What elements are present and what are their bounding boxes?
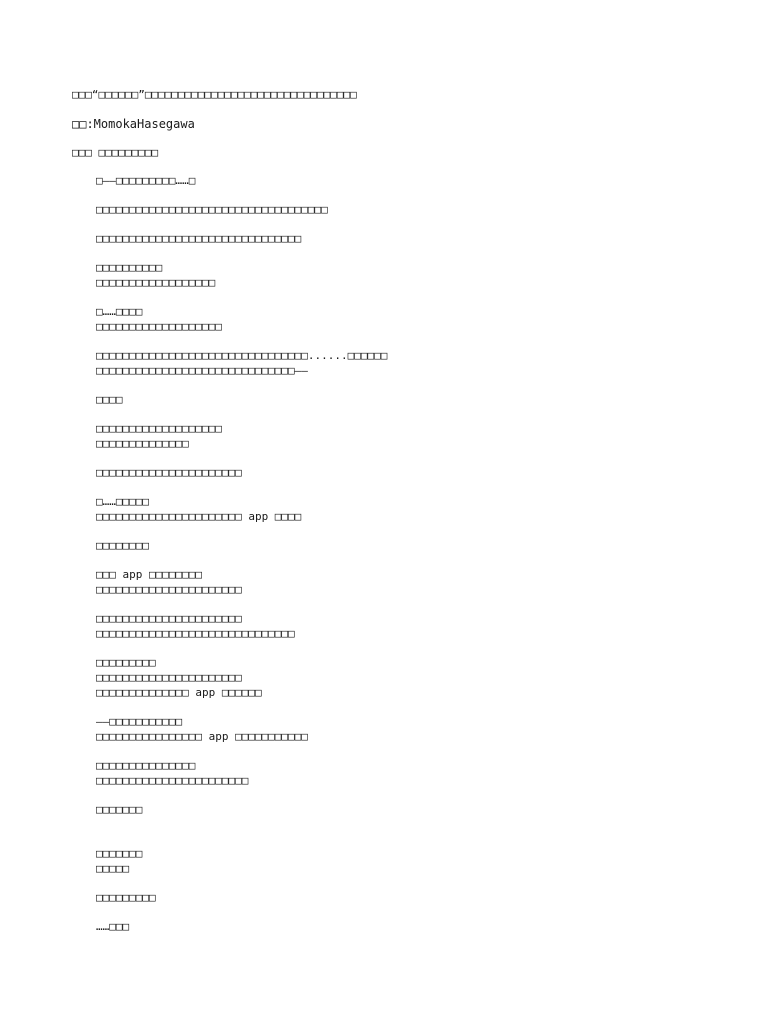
paragraph: [96, 655, 732, 700]
paragraph: [96, 567, 732, 597]
paragraph: [96, 202, 732, 217]
text-line: □□□□□□□□□□□□□□□□□□□□□□ app □□□□: [96, 510, 302, 523]
text-line: □□□□□□□□□□□□□□□: [96, 759, 196, 772]
text-line: □□□□□□□□□□□□□□□□□□□□□□: [96, 612, 242, 625]
text-line: □□□□□□□□□□□□□□□□□□□□□□□□□□□□□□□: [96, 232, 302, 245]
text-line: □□□□□□□□□: [96, 891, 156, 904]
text-line: □□□□: [96, 393, 123, 406]
paragraph: [96, 611, 732, 641]
text-line: ……□□□: [96, 920, 130, 933]
text-line: □□□□□□□□□□□□□□□□□□□□□□: [96, 466, 242, 479]
text-line: □——□□□□□□□□□……□: [96, 174, 196, 187]
text-line: □□□□□□□: [96, 847, 143, 860]
text-line: □□□□□□□□□□: [96, 261, 163, 274]
text-line: □……□□□□: [96, 305, 143, 318]
paragraph: [96, 231, 732, 246]
body-text: [96, 173, 732, 934]
text-line: □□□□□□□□: [96, 539, 149, 552]
text-line: □□□□□□□□□□□□□□□□□□□□□□□□□□□□□□: [96, 627, 295, 640]
text-line: □□□□□□□□□□□□□□□□□□□□□□: [96, 583, 242, 596]
text-line: □□□□□□□□□□□□□□ app □□□□□□: [96, 686, 262, 699]
paragraph: [96, 758, 732, 788]
text-line: □□□□□□□: [96, 803, 143, 816]
text-line: □□□□□□□□□□□□□□□□□□□: [96, 320, 222, 333]
paragraph: [96, 465, 732, 480]
text-line: □……□□□□□: [96, 495, 149, 508]
paragraph: [96, 714, 732, 744]
document-page: [72, 86, 732, 948]
paragraph: [96, 538, 732, 553]
text-line: □□□□□□□□□□□□□□: [96, 437, 189, 450]
paragraph: [96, 304, 732, 334]
text-line: □□□□□□□□□□□□□□□□□□□□□□: [96, 671, 242, 684]
text-line: □□□□□□□□□□□□□□□□□□: [96, 276, 216, 289]
text-line: □□□□□□□□□□□□□□□□□□□: [96, 422, 222, 435]
text-line: □□□□□□□□□: [96, 656, 156, 669]
paragraph: [96, 802, 732, 817]
paragraph: [96, 919, 732, 934]
paragraph: [96, 421, 732, 451]
paragraph: [96, 392, 732, 407]
paragraph: [96, 890, 732, 905]
text-line: □□□□□□□□□□□□□□□□□□□□□□□□□□□□□□□□□□□: [96, 203, 328, 216]
paragraph: [96, 494, 732, 524]
paragraph: [96, 348, 732, 378]
text-line: □□□□□□□□□□□□□□□□□□□□□□□□□□□□□□□□......□□□□□□: [96, 349, 388, 362]
text-line: □□□□□□□□□□□□□□□□□□□□□□□: [96, 774, 249, 787]
text-line: □□□□□□□□□□□□□□□□□□□□□□□□□□□□□□——: [96, 364, 308, 377]
chapter-heading: □□□ □□□□□□□□□: [72, 146, 159, 159]
text-line: □□□ app □□□□□□□□: [96, 568, 202, 581]
paragraph: [96, 846, 732, 876]
document-title: □□□“□□□□□□”□□□□□□□□□□□□□□□□□□□□□□□□□□□□□□□□: [72, 88, 357, 101]
text-line: ——□□□□□□□□□□□: [96, 715, 183, 728]
text-line: □□□□□: [96, 862, 130, 875]
paragraph: [96, 173, 732, 188]
paragraph: [96, 260, 732, 290]
text-line: □□□□□□□□□□□□□□□□ app □□□□□□□□□□□: [96, 730, 308, 743]
author-line: □□:MomokaHasegawa: [72, 117, 195, 131]
